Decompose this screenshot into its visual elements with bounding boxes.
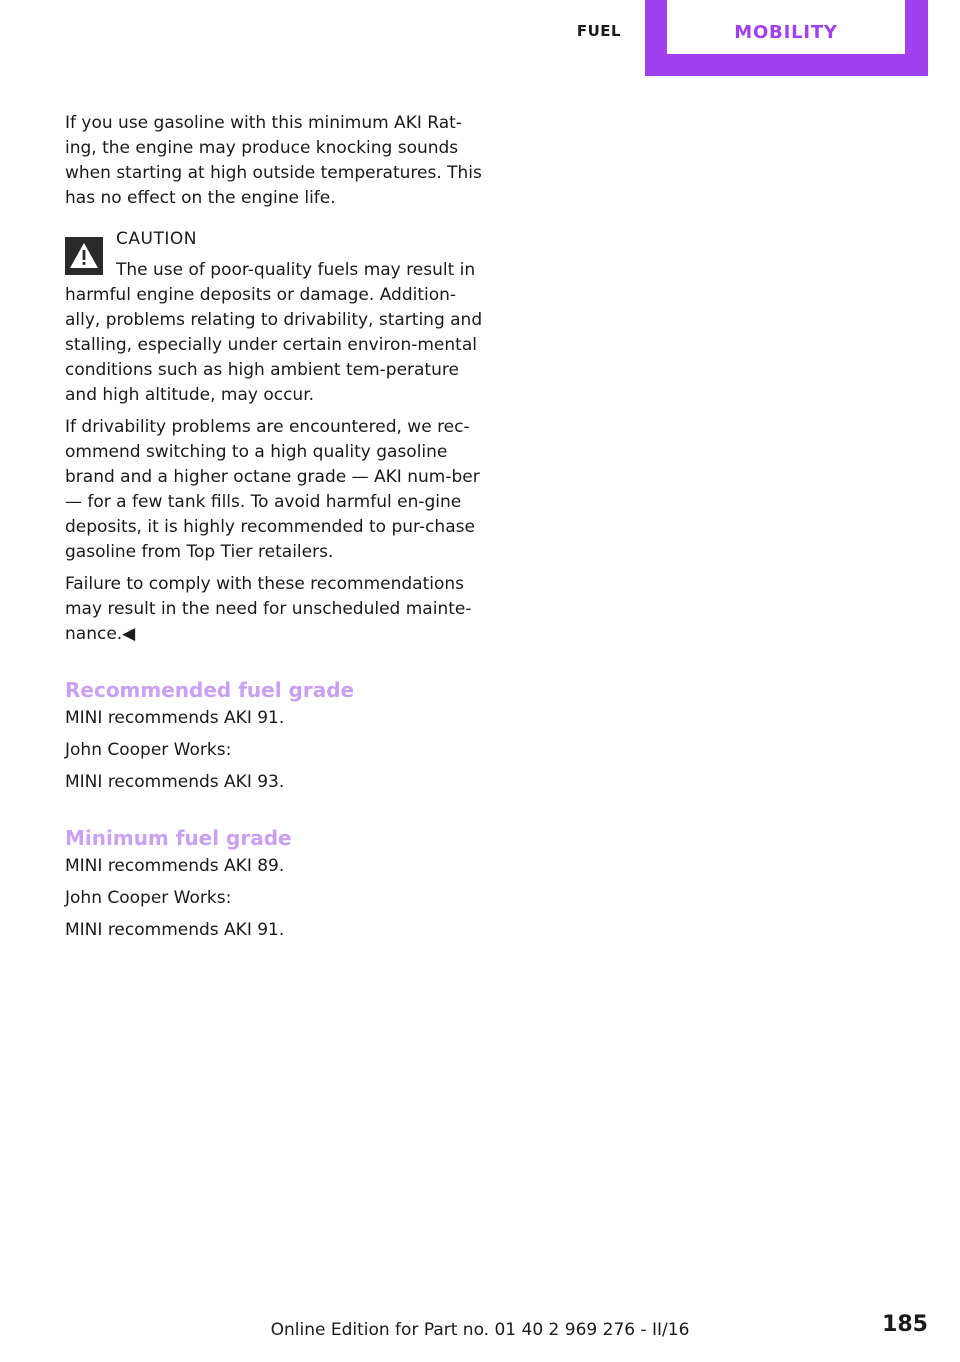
minimum-line: John Cooper Works: xyxy=(65,888,232,908)
caution-title: CAUTION xyxy=(116,229,197,249)
page-number: 185 xyxy=(882,1312,928,1337)
caution-paragraph: Failure to comply with these recommendations may result in the need for unscheduled mainte-nance.◀ xyxy=(65,574,472,644)
recommended-line: John Cooper Works: xyxy=(65,740,232,760)
chapter-tab-label: MOBILITY xyxy=(734,22,838,43)
caution-paragraph: The use of poor-quality fuels may result in harmful engine deposits or damage. Addition-ally, problems relating to drivability, starting and stalling, especially under certain environ-mental conditions such as high ambient tem-perature and high altitude, may occur. xyxy=(65,260,483,405)
recommended-fuel-heading: Recommended fuel grade xyxy=(65,678,355,702)
caution-paragraph: If drivability problems are encountered, we rec-ommend switching to a high quality gasoline brand and a higher octane grade — AKI num-ber — for a few tank fills. To avoid harmful en-gine deposits, it is highly recommended to pur-chase gasoline from Top Tier retailers. xyxy=(65,417,480,562)
header-section-label: FUEL xyxy=(576,22,622,40)
caution-block xyxy=(65,227,485,408)
intro-paragraph: If you use gasoline with this minimum AKI Rat-ing, the engine may produce knocking sounds when starting at high outside temperatures. This has no effect on the engine life. xyxy=(65,113,482,208)
main-content xyxy=(65,111,485,950)
warning-triangle-icon xyxy=(65,237,103,275)
chapter-tab xyxy=(645,0,928,76)
minimum-line: MINI recommends AKI 91. xyxy=(65,920,285,940)
footer-edition: Online Edition for Part no. 01 40 2 969 276 - II/16 xyxy=(270,1320,690,1340)
minimum-fuel-heading: Minimum fuel grade xyxy=(65,826,292,850)
recommended-line: MINI recommends AKI 93. xyxy=(65,772,285,792)
minimum-line: MINI recommends AKI 89. xyxy=(65,856,285,876)
recommended-line: MINI recommends AKI 91. xyxy=(65,708,285,728)
